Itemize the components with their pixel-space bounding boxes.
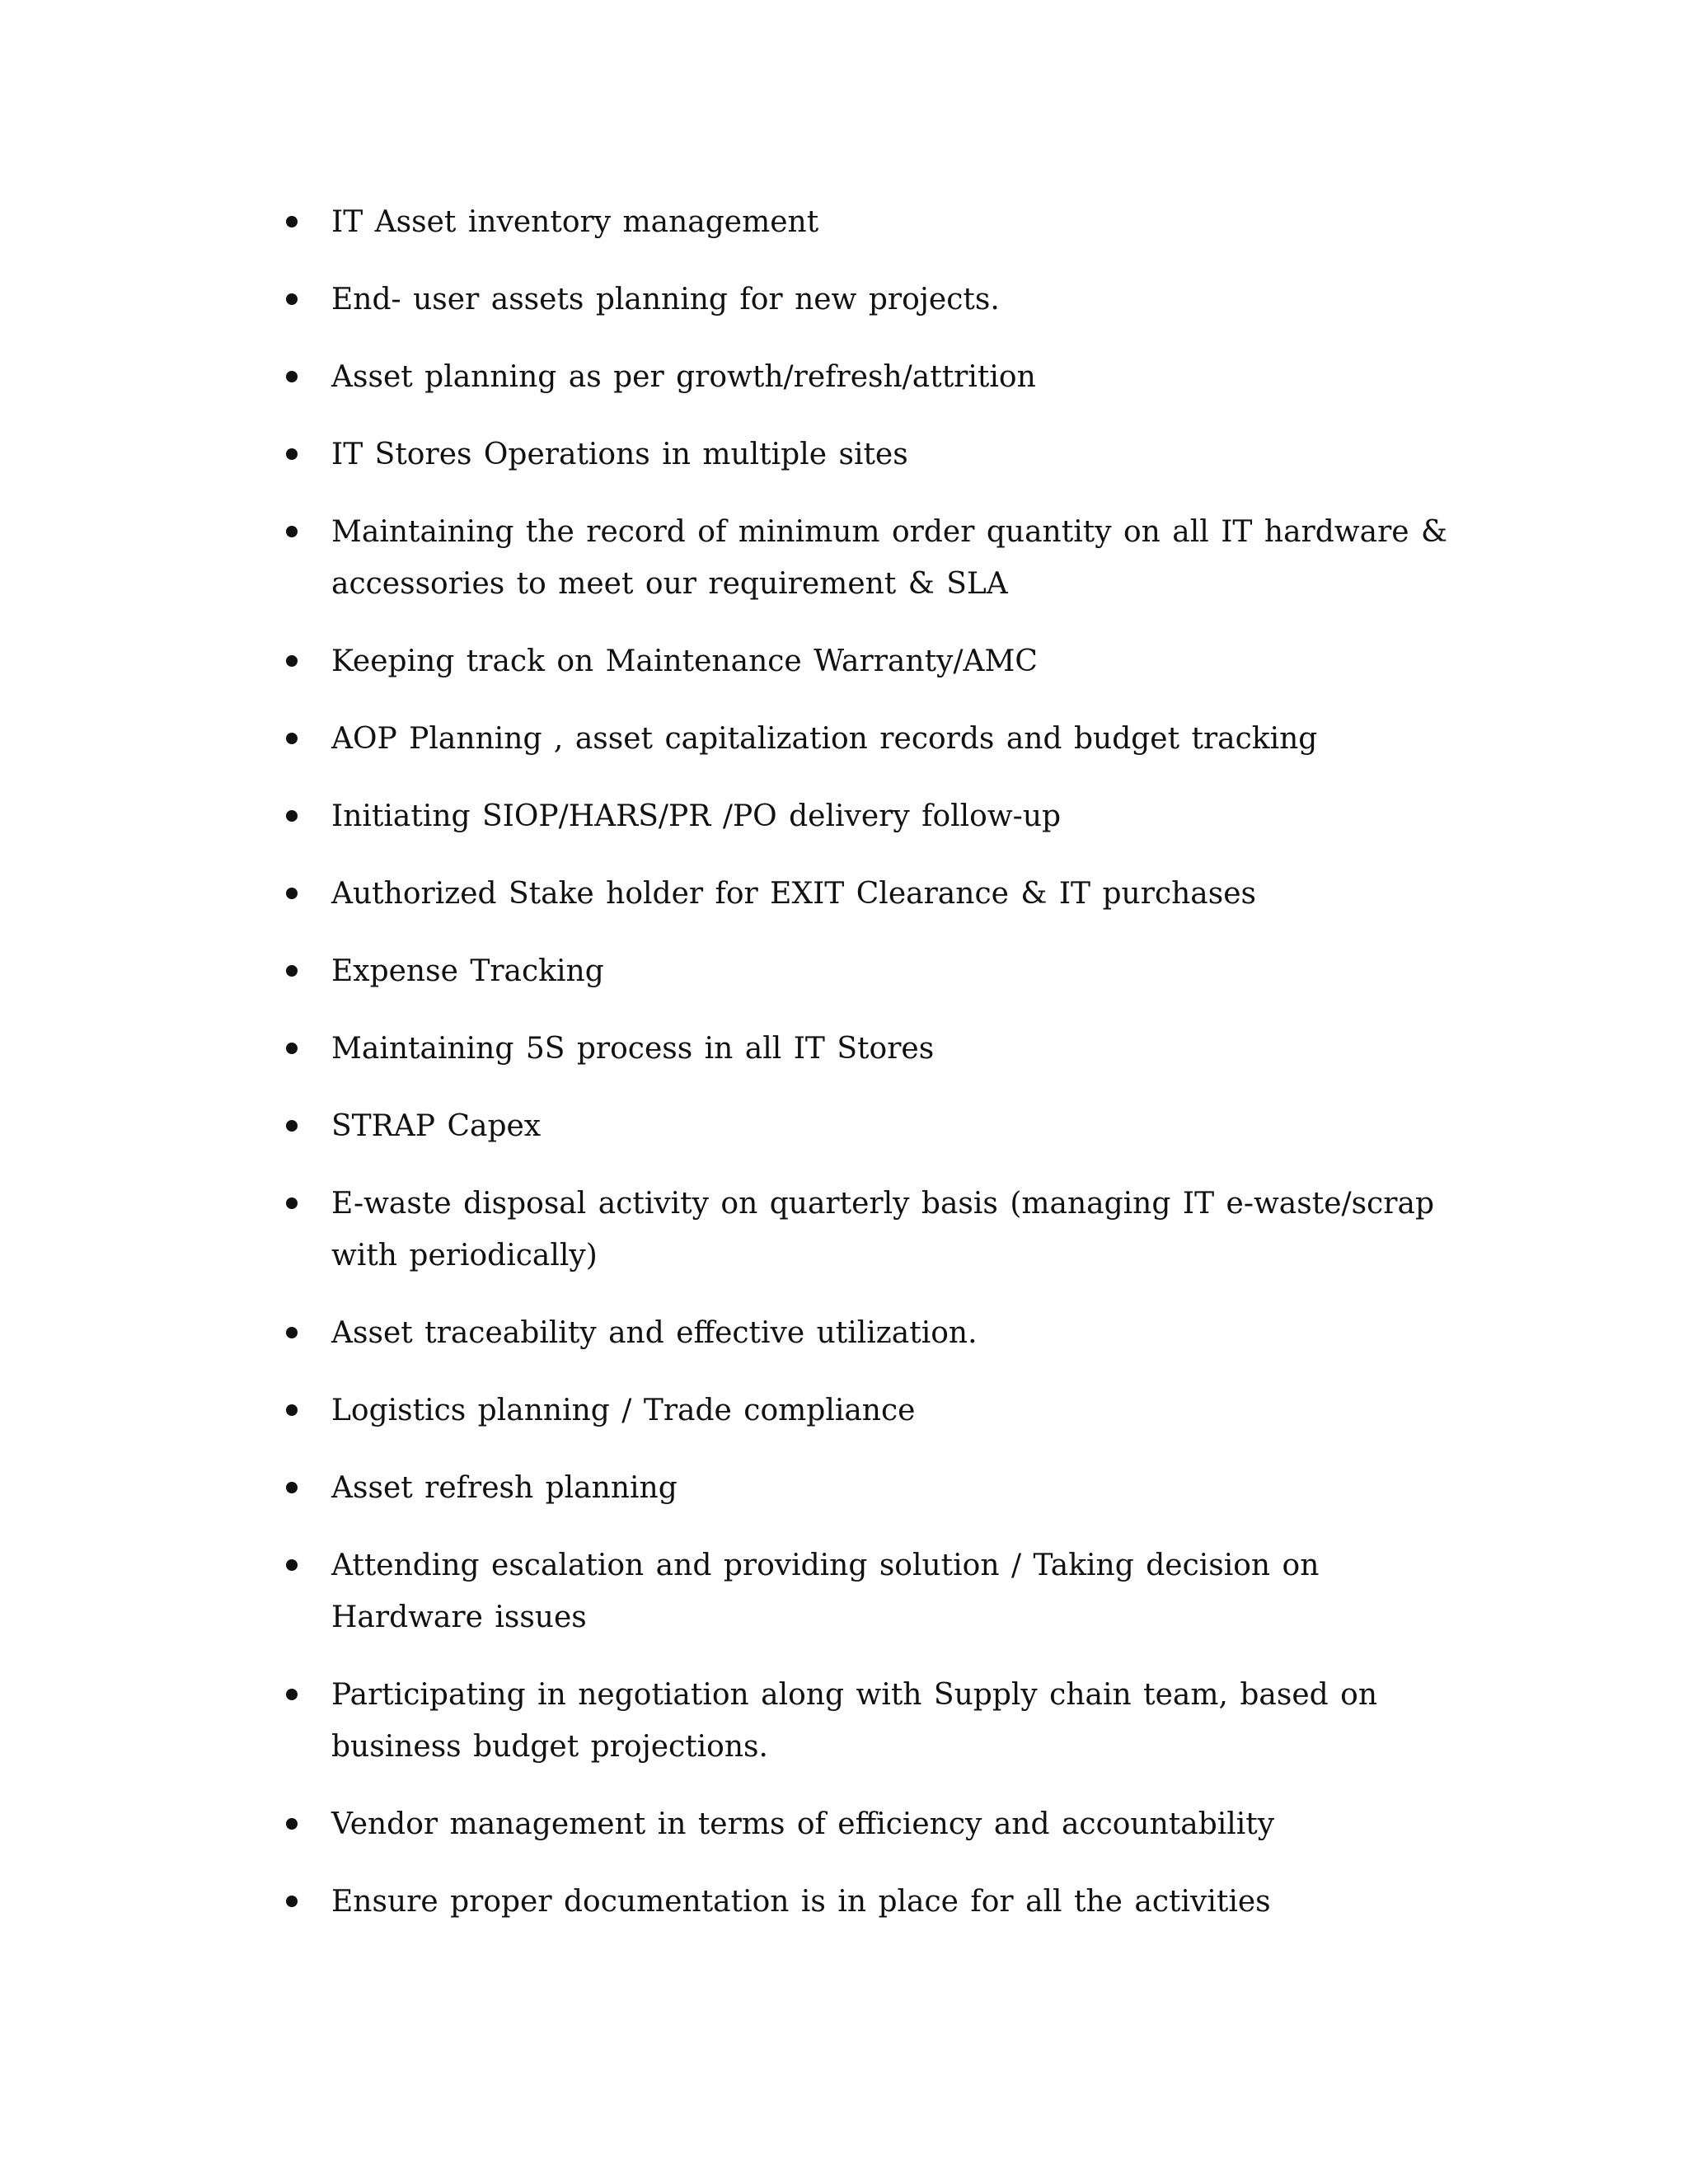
bullet-item <box>280 1023 1451 1075</box>
bullet-text: End- user assets planning for new projects. <box>331 283 1000 316</box>
bullet-icon <box>286 293 298 305</box>
bullet-item <box>280 1307 1451 1359</box>
bullet-item <box>280 1798 1451 1850</box>
bullet-text: E-waste disposal activity on quarterly basis (managing IT e-waste/scrap with periodically) <box>331 1187 1434 1272</box>
bullet-item <box>280 1178 1451 1282</box>
bullet-text: Initiating SIOP/HARS/PR /PO delivery follow-up <box>331 799 1062 833</box>
bullet-icon <box>286 371 298 382</box>
bullet-item <box>280 868 1451 920</box>
bullet-item <box>280 1385 1451 1436</box>
bullet-item <box>280 713 1451 765</box>
bullet-text: Participating in negotiation along with Supply chain team, based on business budget projections. <box>331 1678 1377 1764</box>
bullet-icon <box>286 1404 298 1416</box>
bullet-icon <box>286 1043 298 1054</box>
bullet-text: Asset planning as per growth/refresh/attrition <box>331 360 1036 394</box>
bullet-text: IT Stores Operations in multiple sites <box>331 438 908 471</box>
bullet-icon <box>286 1689 298 1700</box>
bullet-icon <box>286 1818 298 1830</box>
bullet-text: Keeping track on Maintenance Warranty/AMC <box>331 644 1038 678</box>
bullet-text: STRAP Capex <box>331 1109 542 1143</box>
bullet-text: Asset refresh planning <box>331 1471 678 1505</box>
bullet-icon <box>286 1197 298 1209</box>
bullet-icon <box>286 655 298 667</box>
bullet-text: Logistics planning / Trade compliance <box>331 1394 916 1427</box>
bullet-item <box>280 1100 1451 1152</box>
bullet-item <box>280 1876 1451 1928</box>
bullet-text: Asset traceability and effective utilization. <box>331 1316 978 1350</box>
bullet-icon <box>286 1482 298 1493</box>
bullet-item <box>280 351 1451 403</box>
bullet-item <box>280 1462 1451 1514</box>
bullet-text: Attending escalation and providing solution / Taking decision on Hardware issues <box>331 1549 1320 1634</box>
bullet-text: Ensure proper documentation is in place for all the activities <box>331 1885 1271 1919</box>
bullet-icon <box>286 965 298 977</box>
bullet-item <box>280 1540 1451 1643</box>
bullet-icon <box>286 1559 298 1571</box>
bullet-item <box>280 1669 1451 1773</box>
bullet-icon <box>286 733 298 744</box>
bullet-text: AOP Planning , asset capitalization records and budget tracking <box>331 722 1318 756</box>
bullet-icon <box>286 1327 298 1338</box>
bullet-text: IT Asset inventory management <box>331 205 819 239</box>
bullet-item <box>280 429 1451 480</box>
bullet-icon <box>286 810 298 822</box>
responsibilities-bullet-list <box>280 196 1451 1953</box>
bullet-icon <box>286 1120 298 1132</box>
bullet-text: Vendor management in terms of efficiency and accountability <box>331 1807 1275 1841</box>
bullet-item <box>280 635 1451 687</box>
bullet-item <box>280 945 1451 997</box>
bullet-icon <box>286 216 298 227</box>
bullet-text: Maintaining the record of minimum order quantity on all IT hardware & accessories to meet our requirement & SLA <box>331 515 1448 601</box>
bullet-text: Maintaining 5S process in all IT Stores <box>331 1032 935 1066</box>
bullet-icon <box>286 1896 298 1907</box>
bullet-item <box>280 790 1451 842</box>
bullet-icon <box>286 888 298 899</box>
bullet-icon <box>286 448 298 460</box>
bullet-icon <box>286 526 298 537</box>
bullet-item <box>280 274 1451 326</box>
bullet-item <box>280 196 1451 248</box>
bullet-item <box>280 506 1451 610</box>
bullet-text: Expense Tracking <box>331 954 604 988</box>
bullet-text: Authorized Stake holder for EXIT Clearance & IT purchases <box>331 877 1257 911</box>
